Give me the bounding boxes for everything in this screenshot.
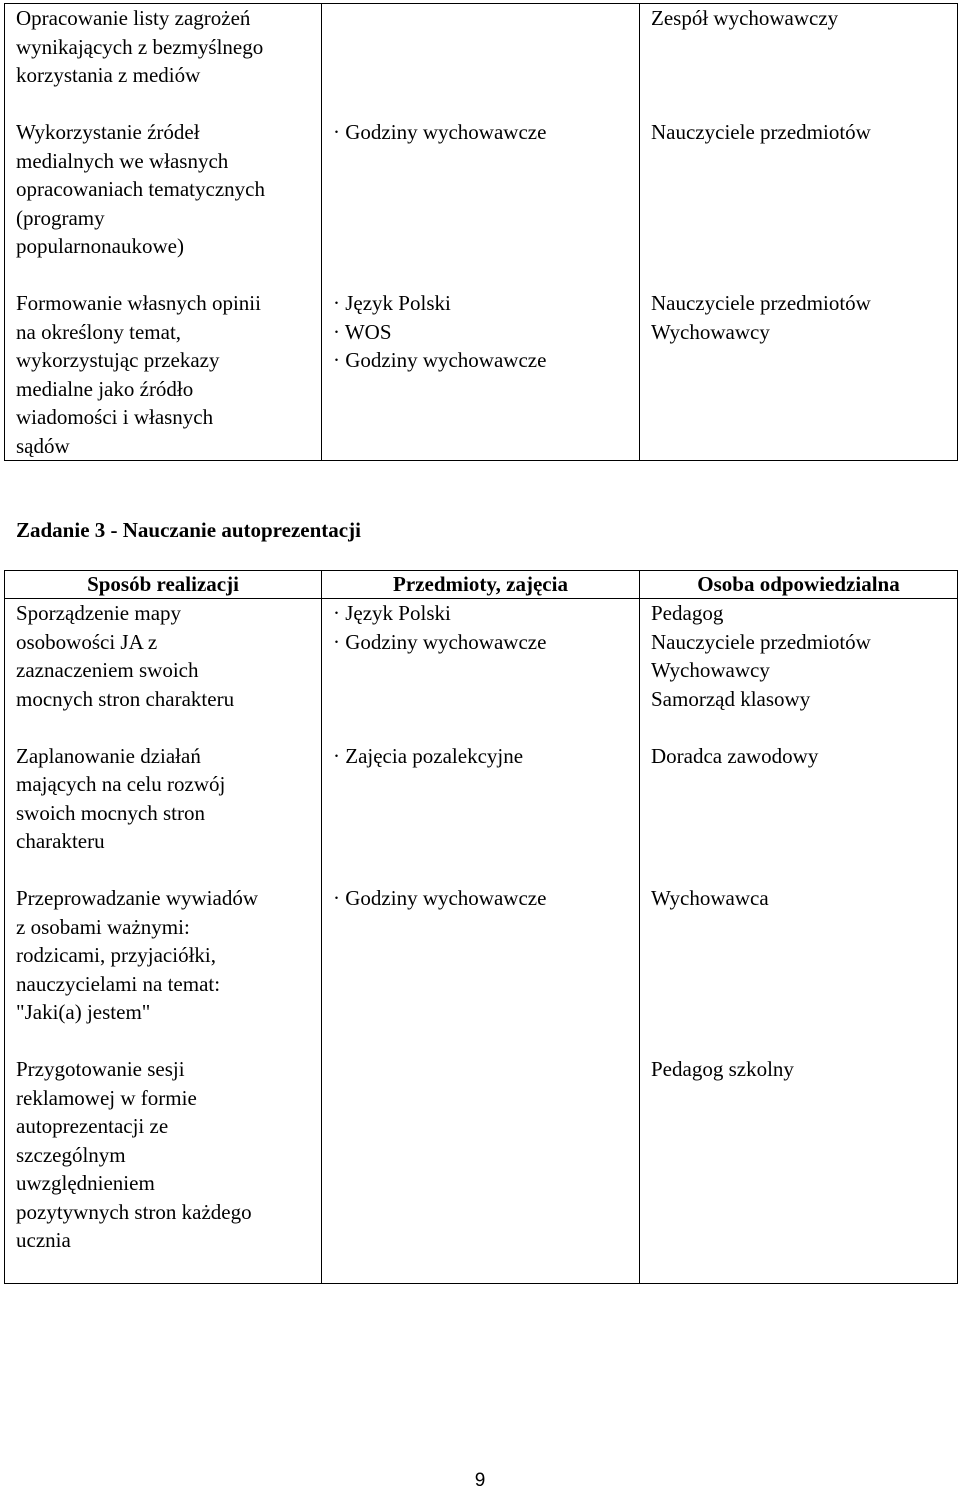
osoba-column (640, 4, 957, 460)
przedmioty-block (333, 1055, 631, 1255)
text-line: · Godziny wychowawcze (333, 886, 547, 910)
text-line: Zaplanowanie działań (16, 743, 201, 768)
text-line: medialne jako źródło (16, 376, 194, 401)
text-line: Pedagog szkolny (651, 1057, 794, 1081)
sposob-realizacji-block (16, 599, 313, 713)
text-line: Zespół wychowawczy (651, 6, 839, 30)
text-line: Sporządzenie mapy (16, 601, 182, 625)
text-line: · WOS (333, 319, 392, 344)
text-line: ucznia (16, 1228, 71, 1252)
text-line: (programy (16, 205, 105, 230)
przedmioty-block (333, 599, 631, 713)
text-line: wiadomości i własnych (16, 405, 214, 429)
text-line: mających na celu rozwój (16, 772, 226, 796)
text-line: z osobami ważnymi: (16, 914, 190, 939)
text-line: szczególnym (16, 1142, 126, 1167)
table-row (5, 599, 958, 1284)
text-line: opracowaniach tematycznych (16, 177, 265, 201)
text-line: Wychowawcy (651, 658, 770, 682)
text-line: rodzicami, przyjaciółki, (16, 943, 217, 967)
text-line: reklamowej w formie (16, 1085, 197, 1110)
osoba-block (651, 118, 949, 261)
sposob-realizacji-block (16, 118, 313, 261)
text-line: sądów (16, 433, 70, 458)
sposob-realizacji-column (5, 599, 321, 1283)
osoba-block (651, 599, 949, 713)
przedmioty-block (333, 884, 631, 1027)
text-line: · Godziny wychowawcze (333, 120, 547, 144)
table-header-row (5, 571, 958, 599)
osoba-block (651, 4, 949, 90)
text-line: · Język Polski (333, 601, 451, 625)
text-line: swoich mocnych stron (16, 800, 205, 825)
table-row (5, 4, 958, 461)
osoba-block (651, 1055, 949, 1255)
sposob-realizacji-block (16, 742, 313, 856)
text-line: Przygotowanie sesji (16, 1057, 185, 1081)
osoba-block (651, 742, 949, 856)
text-line: Samorząd klasowy (651, 686, 811, 711)
page-number: 9 (474, 1470, 486, 1491)
text-line: uwzględnieniem (16, 1171, 155, 1195)
text-line: autoprezentacji ze (16, 1114, 169, 1138)
sposob-realizacji-block (16, 884, 313, 1027)
text-line: "Jaki(a) jestem" (16, 1000, 151, 1024)
przedmioty-block (333, 118, 631, 261)
sposob-realizacji-block (16, 1055, 313, 1255)
sposob-realizacji-cell (5, 4, 322, 461)
sposob-realizacji-cell (5, 599, 322, 1284)
text-line: wykorzystując przekazy (16, 348, 220, 372)
text-line: · Zajęcia pozalekcyjne (333, 743, 524, 768)
przedmioty-cell (322, 4, 640, 461)
przedmioty-block (333, 742, 631, 856)
text-line: Pedagog (651, 601, 724, 625)
text-line: korzystania z mediów (16, 63, 201, 87)
text-line: Opracowanie listy zagrożeń (16, 6, 251, 30)
text-line: charakteru (16, 829, 105, 853)
section-heading: Zadanie 3 - Nauczanie autoprezentacji (16, 518, 361, 542)
text-line: Nauczyciele przedmiotów (651, 629, 871, 654)
przedmioty-cell (322, 599, 640, 1284)
osoba-block (651, 884, 949, 1027)
text-line: Nauczyciele przedmiotów (651, 120, 871, 144)
sposob-realizacji-block (16, 289, 313, 460)
text-line: Nauczyciele przedmiotów (651, 291, 871, 315)
text-line: Wychowawcy (651, 319, 770, 344)
text-line: na określony temat, (16, 319, 182, 344)
text-line: pozytywnych stron każdego (16, 1199, 252, 1224)
przedmioty-column (322, 599, 639, 1255)
text-line: · Godziny wychowawcze (333, 348, 547, 372)
text-line: nauczycielami na temat: (16, 971, 221, 996)
osoba-cell (640, 4, 958, 461)
text-line: popularnonaukowe) (16, 234, 184, 258)
sposob-realizacji-column (5, 4, 321, 460)
text-line: · Godziny wychowawcze (333, 629, 547, 654)
text-line: zaznaczeniem swoich (16, 658, 199, 682)
przedmioty-column (322, 4, 639, 460)
text-line: medialnych we własnych (16, 148, 229, 173)
text-line: osobowości JA z (16, 629, 158, 654)
osoba-column (640, 599, 957, 1255)
header-przedmioty-zajecia: Przedmioty, zajęcia (322, 571, 640, 599)
osoba-block (651, 289, 949, 460)
osoba-cell (640, 599, 958, 1284)
przedmioty-block (333, 4, 631, 90)
header-osoba-odpowiedzialna: Osoba odpowiedzialna (640, 571, 958, 599)
text-line: Formowanie własnych opinii (16, 291, 261, 315)
sposob-realizacji-block (16, 4, 313, 90)
autoprezentacja-table (4, 570, 958, 1284)
header-sposob-realizacji: Sposób realizacji (5, 571, 322, 599)
text-line: · Język Polski (333, 291, 451, 315)
media-tasks-table (4, 3, 958, 461)
text-line: mocnych stron charakteru (16, 686, 235, 711)
przedmioty-block (333, 289, 631, 460)
text-line: Przeprowadzanie wywiadów (16, 886, 258, 910)
text-line: Wykorzystanie źródeł (16, 120, 200, 144)
text-line: Doradca zawodowy (651, 743, 819, 768)
text-line: wynikających z bezmyślnego (16, 34, 264, 59)
text-line: Wychowawca (651, 886, 769, 910)
